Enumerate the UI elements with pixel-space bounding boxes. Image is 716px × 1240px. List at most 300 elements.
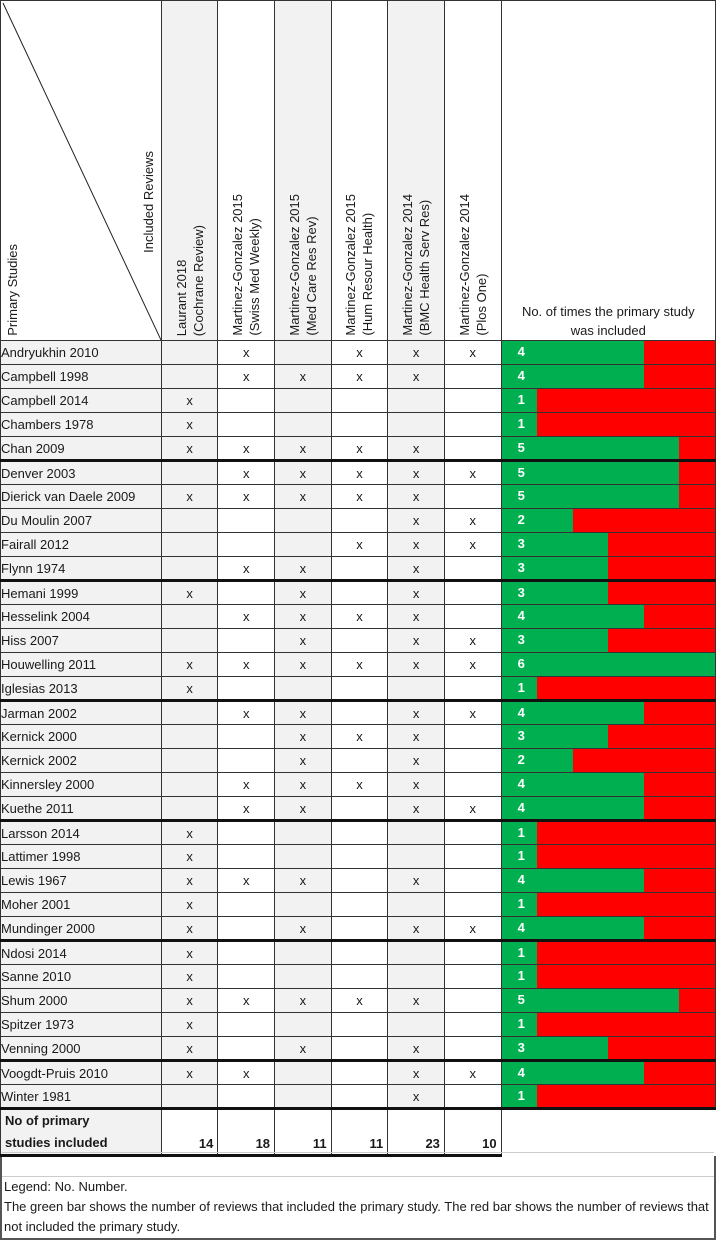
included-mark: x	[186, 873, 193, 888]
study-name: Andryukhin 2010	[1, 341, 162, 365]
study-row	[1, 797, 716, 821]
inclusion-mark-cell	[161, 893, 218, 917]
inclusion-mark-cell	[275, 1085, 332, 1109]
inclusion-mark-cell	[388, 893, 445, 917]
study-name: Hiss 2007	[1, 629, 162, 653]
included-mark: x	[412, 537, 420, 552]
not-included-bar	[608, 725, 715, 748]
inclusion-count: 5	[517, 992, 525, 1007]
not-included-bar	[537, 413, 715, 436]
study-row	[1, 701, 716, 725]
inclusion-mark-cell	[388, 389, 445, 413]
inclusion-mark-cell	[218, 677, 275, 701]
inclusion-mark-cell	[218, 557, 275, 581]
inclusion-mark-cell	[331, 605, 388, 629]
included-mark: x	[469, 513, 476, 528]
review-title	[229, 194, 263, 336]
included-mark: x	[469, 920, 476, 936]
inclusion-mark-cell	[275, 605, 332, 629]
included-bar	[502, 749, 573, 772]
included-mark: x	[299, 729, 307, 744]
inclusion-mark-cell	[161, 605, 218, 629]
inclusion-mark-cell	[444, 941, 501, 965]
inclusion-mark-cell	[444, 989, 501, 1013]
inclusion-mark-cell	[218, 749, 275, 773]
inclusion-mark-cell	[218, 1013, 275, 1037]
inclusion-mark-cell	[331, 509, 388, 533]
inclusion-count: 4	[517, 920, 525, 935]
inclusion-count: 3	[517, 585, 525, 600]
inclusion-mark-cell	[331, 701, 388, 725]
inclusion-count: 1	[517, 1088, 525, 1103]
inclusion-mark-cell	[388, 749, 445, 773]
included-mark: x	[412, 345, 420, 360]
included-mark: x	[412, 920, 420, 936]
inclusion-mark-cell	[388, 989, 445, 1013]
inclusion-mark-cell	[275, 485, 332, 509]
inclusion-count-label-2: was included	[570, 323, 646, 338]
inclusion-mark-cell	[161, 1061, 218, 1085]
inclusion-mark-cell	[218, 437, 275, 461]
included-mark: x	[412, 729, 420, 744]
inclusion-mark-cell	[444, 725, 501, 749]
inclusion-mark-cell	[275, 989, 332, 1013]
totals-label	[1, 1109, 162, 1156]
inclusion-mark-cell	[275, 509, 332, 533]
review-journal: (Plos One)	[473, 273, 489, 336]
inclusion-mark-cell	[388, 365, 445, 389]
inclusion-mark-cell	[444, 1085, 501, 1109]
totals-blank-cell	[501, 1109, 715, 1156]
inclusion-count: 3	[517, 728, 525, 743]
study-name: Houwelling 2011	[1, 653, 162, 677]
review-name: Martinez-Gonzalez 2014	[456, 194, 472, 336]
inclusion-mark-cell	[331, 941, 388, 965]
inclusion-count: 1	[517, 945, 525, 960]
inclusion-mark-cell	[218, 725, 275, 749]
study-row	[1, 1037, 716, 1061]
inclusion-mark-cell	[275, 1061, 332, 1085]
inclusion-mark-cell	[331, 773, 388, 797]
inclusion-count: 4	[517, 705, 525, 720]
included-mark: x	[299, 777, 307, 792]
included-mark: x	[186, 489, 193, 504]
inclusion-mark-cell	[388, 677, 445, 701]
study-row	[1, 1085, 716, 1109]
inclusion-bar	[501, 749, 715, 773]
not-included-bar	[644, 365, 715, 388]
inclusion-mark-cell	[444, 653, 501, 677]
study-name: Kuethe 2011	[1, 797, 162, 821]
included-mark: x	[299, 560, 307, 576]
study-row	[1, 437, 716, 461]
inclusion-count: 1	[517, 848, 525, 863]
inclusion-mark-cell	[444, 797, 501, 821]
inclusion-mark-cell	[161, 365, 218, 389]
inclusion-mark-cell	[388, 869, 445, 893]
legend-description: The green bar shows the number of reviews that included the primary study. The red bar shows the number of reviews that not included the primary study.	[4, 1199, 709, 1234]
included-mark: x	[412, 705, 420, 721]
inclusion-count: 5	[517, 488, 525, 503]
review-total: 23	[388, 1109, 445, 1156]
inclusion-mark-cell	[161, 965, 218, 989]
included-mark: x	[242, 657, 250, 672]
study-row	[1, 821, 716, 845]
totals-label-line1: No of primary	[5, 1113, 90, 1128]
not-included-bar	[537, 1013, 715, 1036]
inclusion-mark-cell	[444, 557, 501, 581]
inclusion-count: 1	[517, 825, 525, 840]
study-name: Hesselink 2004	[1, 605, 162, 629]
inclusion-mark-cell	[218, 461, 275, 485]
inclusion-mark-cell	[444, 893, 501, 917]
study-name: Voogdt-Pruis 2010	[1, 1061, 162, 1085]
review-journal: (Hum Resour Health)	[360, 213, 376, 336]
inclusion-mark-cell	[444, 845, 501, 869]
inclusion-mark-cell	[331, 629, 388, 653]
included-mark: x	[299, 705, 307, 721]
inclusion-count: 1	[517, 392, 525, 407]
inclusion-mark-cell	[388, 965, 445, 989]
not-included-bar	[537, 942, 715, 964]
included-mark: x	[186, 393, 193, 408]
included-mark: x	[186, 680, 193, 696]
included-mark: x	[299, 440, 307, 456]
inclusion-count: 4	[517, 776, 525, 791]
inclusion-mark-cell	[161, 989, 218, 1013]
inclusion-mark-cell	[388, 509, 445, 533]
included-mark: x	[242, 465, 250, 481]
study-name: Venning 2000	[1, 1037, 162, 1061]
included-mark: x	[469, 465, 476, 481]
included-mark: x	[242, 800, 250, 816]
included-mark: x	[186, 1017, 193, 1032]
inclusion-mark-cell	[161, 389, 218, 413]
inclusion-mark-cell	[161, 581, 218, 605]
not-included-bar	[644, 797, 715, 819]
included-mark: x	[299, 993, 307, 1008]
study-name: Jarman 2002	[1, 701, 162, 725]
legend-abbreviation: Legend: No. Number.	[4, 1179, 128, 1194]
included-mark: x	[412, 513, 420, 528]
included-mark: x	[299, 1040, 307, 1056]
inclusion-mark-cell	[331, 917, 388, 941]
inclusion-mark-cell	[218, 701, 275, 725]
inclusion-mark-cell	[218, 653, 275, 677]
inclusion-mark-cell	[218, 341, 275, 365]
included-mark: x	[356, 537, 363, 552]
inclusion-mark-cell	[388, 773, 445, 797]
review-title	[173, 225, 207, 336]
included-mark: x	[412, 657, 420, 672]
inclusion-mark-cell	[161, 941, 218, 965]
included-mark: x	[356, 609, 363, 624]
included-mark: x	[299, 657, 307, 672]
study-name: Sanne 2010	[1, 965, 162, 989]
study-row	[1, 533, 716, 557]
included-mark: x	[186, 825, 193, 841]
inclusion-mark-cell	[444, 341, 501, 365]
inclusion-count: 5	[517, 465, 525, 480]
included-mark: x	[412, 1040, 420, 1056]
inclusion-mark-cell	[331, 989, 388, 1013]
inclusion-count: 3	[517, 632, 525, 647]
study-name: Campbell 1998	[1, 365, 162, 389]
inclusion-bar	[501, 389, 715, 413]
study-row	[1, 677, 716, 701]
study-row	[1, 965, 716, 989]
inclusion-mark-cell	[331, 437, 388, 461]
study-row	[1, 749, 716, 773]
inclusion-mark-cell	[218, 1037, 275, 1061]
inclusion-mark-cell	[218, 797, 275, 821]
inclusion-mark-cell	[161, 533, 218, 557]
inclusion-bar	[501, 917, 715, 941]
inclusion-mark-cell	[218, 941, 275, 965]
inclusion-mark-cell	[275, 1037, 332, 1061]
included-mark: x	[186, 945, 193, 961]
inclusion-mark-cell	[444, 701, 501, 725]
not-included-bar	[537, 389, 715, 412]
inclusion-mark-cell	[331, 341, 388, 365]
corner-header-cell	[1, 1, 162, 341]
study-row	[1, 941, 716, 965]
inclusion-mark-cell	[444, 461, 501, 485]
inclusion-mark-cell	[218, 413, 275, 437]
included-mark: x	[412, 560, 420, 576]
included-mark: x	[186, 920, 193, 936]
inclusion-count: 4	[517, 608, 525, 623]
inclusion-bar	[501, 797, 715, 821]
inclusion-mark-cell	[331, 845, 388, 869]
included-mark: x	[412, 489, 420, 504]
study-name: Chambers 1978	[1, 413, 162, 437]
review-column-header	[161, 1, 218, 341]
review-column-header	[444, 1, 501, 341]
included-reviews-label: Included Reviews	[141, 151, 156, 253]
not-included-bar	[608, 1037, 715, 1059]
not-included-bar	[644, 341, 715, 364]
inclusion-mark-cell	[388, 581, 445, 605]
study-name: Campbell 2014	[1, 389, 162, 413]
inclusion-count: 4	[517, 872, 525, 887]
inclusion-bar	[501, 413, 715, 437]
inclusion-mark-cell	[331, 749, 388, 773]
inclusion-mark-cell	[161, 1013, 218, 1037]
included-bar	[502, 485, 680, 508]
review-title	[456, 194, 490, 336]
included-mark: x	[412, 753, 420, 768]
inclusion-mark-cell	[275, 677, 332, 701]
inclusion-count: 1	[517, 680, 525, 695]
inclusion-count: 4	[517, 800, 525, 815]
not-included-bar	[537, 822, 715, 844]
study-name: Mundinger 2000	[1, 917, 162, 941]
inclusion-mark-cell	[388, 845, 445, 869]
inclusion-bar	[501, 509, 715, 533]
inclusion-mark-cell	[331, 821, 388, 845]
inclusion-bar	[501, 605, 715, 629]
inclusion-bar	[501, 821, 715, 845]
included-mark: x	[412, 800, 420, 816]
inclusion-bar	[501, 701, 715, 725]
study-row	[1, 461, 716, 485]
inclusion-mark-cell	[388, 653, 445, 677]
study-row	[1, 917, 716, 941]
inclusion-mark-cell	[331, 365, 388, 389]
study-name: Moher 2001	[1, 893, 162, 917]
inclusion-mark-cell	[161, 1085, 218, 1109]
study-row	[1, 341, 716, 365]
included-mark: x	[242, 1065, 250, 1081]
inclusion-bar	[501, 1061, 715, 1085]
review-column-header	[388, 1, 445, 341]
inclusion-count: 5	[517, 440, 525, 455]
included-mark: x	[469, 657, 476, 672]
included-bar	[502, 989, 680, 1012]
inclusion-mark-cell	[331, 653, 388, 677]
inclusion-count: 4	[517, 368, 525, 383]
inclusion-mark-cell	[388, 821, 445, 845]
inclusion-mark-cell	[218, 1085, 275, 1109]
inclusion-mark-cell	[388, 461, 445, 485]
study-name: Hemani 1999	[1, 581, 162, 605]
inclusion-mark-cell	[161, 341, 218, 365]
review-total: 11	[331, 1109, 388, 1156]
review-total: 14	[161, 1109, 218, 1156]
inclusion-bar	[501, 581, 715, 605]
study-row	[1, 869, 716, 893]
inclusion-mark-cell	[161, 701, 218, 725]
inclusion-bar	[501, 989, 715, 1013]
review-column-header	[331, 1, 388, 341]
included-bar	[502, 437, 680, 459]
inclusion-mark-cell	[331, 485, 388, 509]
study-name: Kinnersley 2000	[1, 773, 162, 797]
inclusion-mark-cell	[331, 797, 388, 821]
included-mark: x	[242, 609, 250, 624]
inclusion-mark-cell	[388, 557, 445, 581]
review-column-header	[275, 1, 332, 341]
not-included-bar	[679, 485, 715, 508]
inclusion-mark-cell	[388, 725, 445, 749]
study-name: Du Moulin 2007	[1, 509, 162, 533]
inclusion-mark-cell	[161, 749, 218, 773]
inclusion-mark-cell	[331, 533, 388, 557]
study-name: Ndosi 2014	[1, 941, 162, 965]
inclusion-mark-cell	[444, 749, 501, 773]
inclusion-mark-cell	[444, 869, 501, 893]
inclusion-mark-cell	[161, 797, 218, 821]
study-row	[1, 1061, 716, 1085]
primary-studies-label: Primary Studies	[5, 244, 20, 336]
included-mark: x	[356, 657, 363, 672]
included-mark: x	[412, 633, 420, 648]
review-name: Laurant 2018	[173, 259, 189, 336]
inclusion-mark-cell	[444, 1013, 501, 1037]
inclusion-mark-cell	[331, 581, 388, 605]
inclusion-mark-cell	[275, 869, 332, 893]
inclusion-count: 1	[517, 896, 525, 911]
included-bar	[502, 509, 573, 532]
inclusion-bar	[501, 653, 715, 677]
inclusion-mark-cell	[161, 917, 218, 941]
inclusion-mark-cell	[444, 629, 501, 653]
inclusion-bar	[501, 773, 715, 797]
study-row	[1, 509, 716, 533]
study-row	[1, 557, 716, 581]
not-included-bar	[608, 557, 715, 579]
inclusion-mark-cell	[444, 677, 501, 701]
included-mark: x	[412, 1065, 420, 1081]
inclusion-mark-cell	[331, 1061, 388, 1085]
inclusion-mark-cell	[161, 725, 218, 749]
study-row	[1, 773, 716, 797]
included-mark: x	[469, 705, 476, 721]
inclusion-mark-cell	[218, 893, 275, 917]
inclusion-mark-cell	[161, 557, 218, 581]
included-mark: x	[186, 1040, 193, 1056]
inclusion-count: 3	[517, 560, 525, 575]
review-total: 18	[218, 1109, 275, 1156]
review-journal: (Swiss Med Weekly)	[247, 218, 263, 336]
inclusion-mark-cell	[331, 1037, 388, 1061]
inclusion-mark-cell	[444, 437, 501, 461]
included-mark: x	[186, 1065, 193, 1081]
inclusion-bar	[501, 341, 715, 365]
not-included-bar	[644, 869, 715, 892]
inclusion-mark-cell	[388, 1013, 445, 1037]
review-total: 10	[444, 1109, 501, 1156]
included-mark: x	[412, 1088, 420, 1104]
inclusion-mark-cell	[275, 701, 332, 725]
inclusion-mark-cell	[161, 437, 218, 461]
inclusion-mark-cell	[218, 509, 275, 533]
inclusion-mark-cell	[218, 1061, 275, 1085]
review-journal: (Cochrane Review)	[190, 224, 206, 336]
inclusion-mark-cell	[331, 1085, 388, 1109]
inclusion-mark-cell	[161, 677, 218, 701]
included-mark: x	[186, 417, 193, 432]
inclusion-mark-cell	[388, 341, 445, 365]
included-mark: x	[186, 969, 193, 984]
inclusion-mark-cell	[275, 725, 332, 749]
inclusion-count: 2	[517, 512, 525, 527]
inclusion-mark-cell	[388, 797, 445, 821]
inclusion-mark-cell	[331, 965, 388, 989]
not-included-bar	[644, 1062, 715, 1084]
inclusion-mark-cell	[218, 605, 275, 629]
inclusion-mark-cell	[388, 533, 445, 557]
header-row	[1, 1, 716, 341]
inclusion-mark-cell	[444, 365, 501, 389]
inclusion-mark-cell	[218, 845, 275, 869]
study-row	[1, 893, 716, 917]
inclusion-mark-cell	[444, 509, 501, 533]
inclusion-mark-cell	[444, 821, 501, 845]
study-row	[1, 365, 716, 389]
inclusion-mark-cell	[331, 893, 388, 917]
inclusion-mark-cell	[331, 677, 388, 701]
inclusion-count-label-1: No. of times the primary study	[521, 304, 695, 319]
inclusion-count: 6	[517, 656, 525, 671]
study-name: Lattimer 1998	[1, 845, 162, 869]
not-included-bar	[679, 989, 715, 1012]
included-mark: x	[242, 489, 250, 504]
not-included-bar	[573, 749, 715, 772]
included-mark: x	[469, 537, 476, 552]
inclusion-bar	[501, 1085, 715, 1109]
